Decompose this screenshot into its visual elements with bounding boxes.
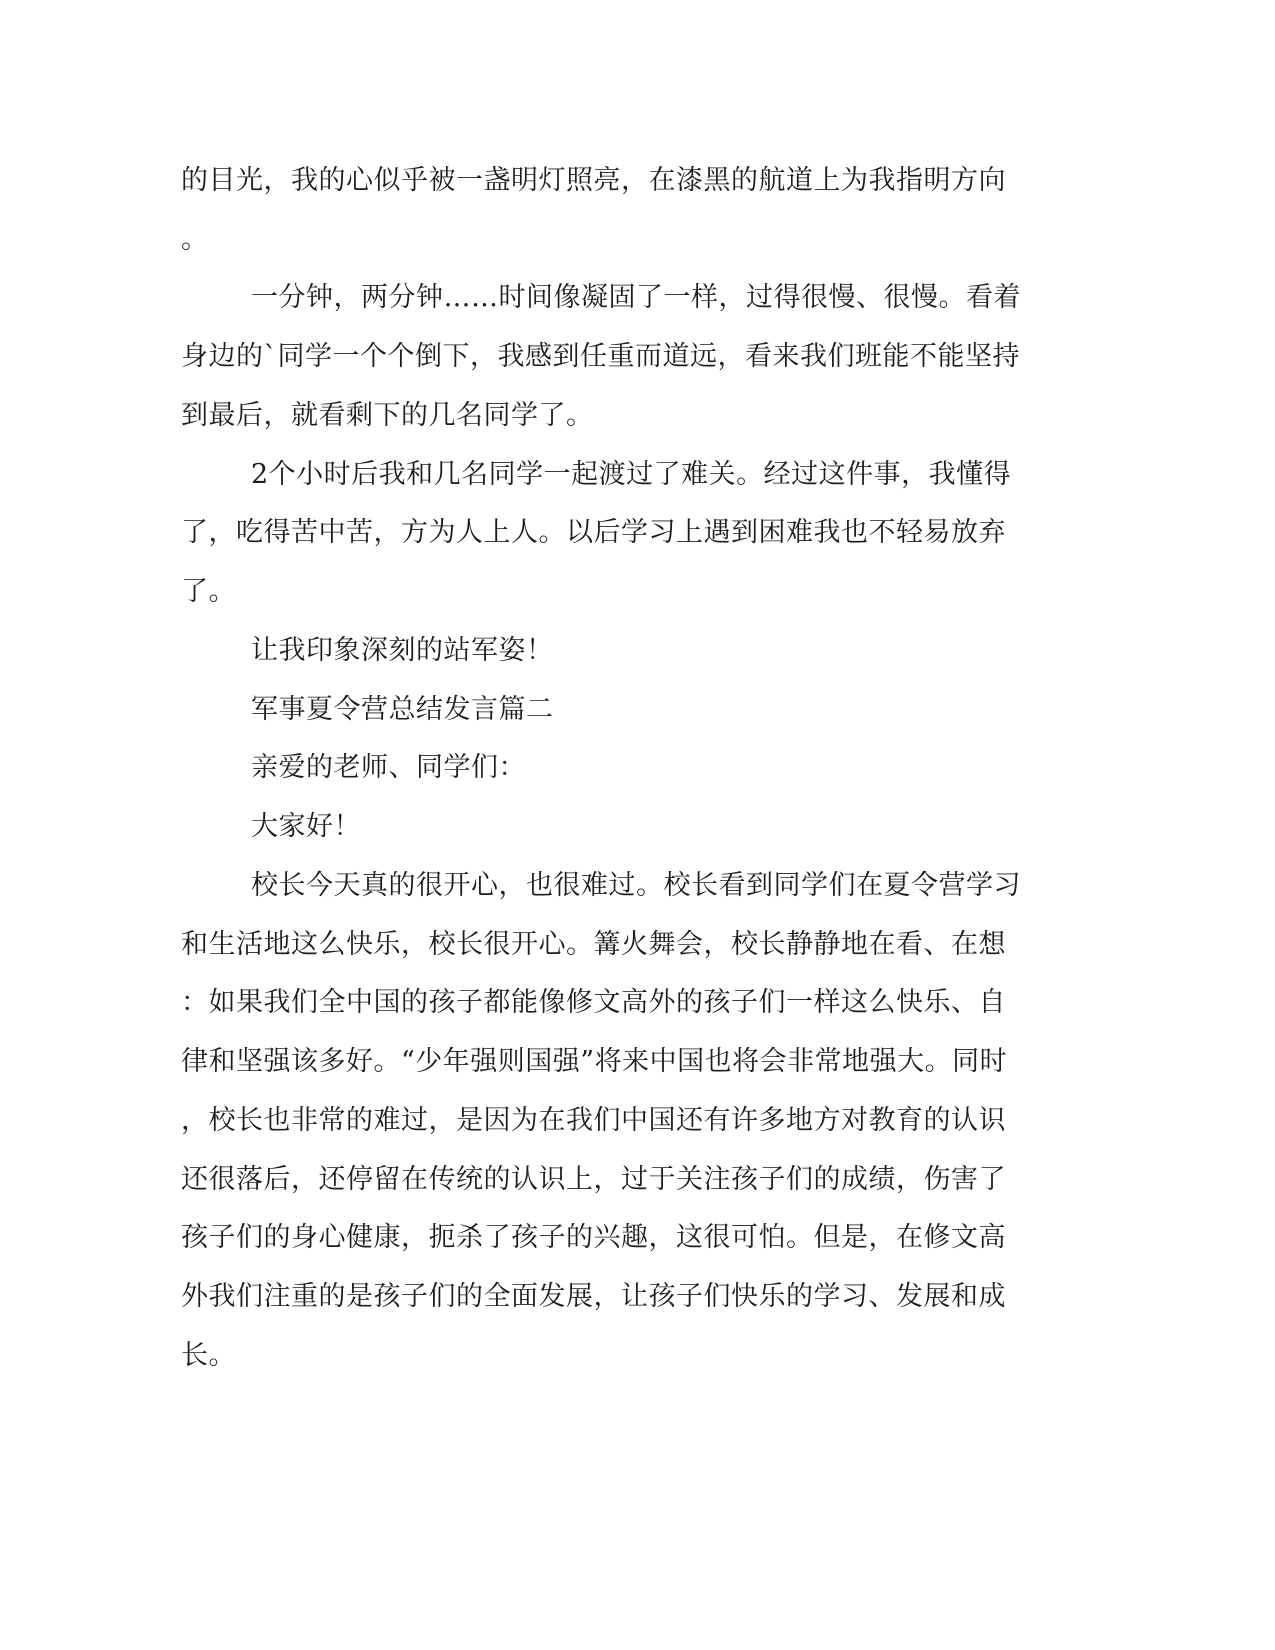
text-line: 外我们注重的是孩子们的全面发展，让孩子们快乐的学习、发展和成 [181,1281,1006,1312]
paragraph-line: 2个小时后我和几名同学一起渡过了难关。经过这件事，我懂得 [251,459,1012,490]
paragraph-line: 一分钟，两分钟……时间像凝固了一样，过得很慢、很慢。看着 [251,282,1021,313]
greeting: 大家好！ [251,811,361,842]
paragraph-line: 让我印象深刻的站军姿！ [251,635,554,666]
text-line: 了，吃得苦中苦，方为人上人。以后学习上遇到困难我也不轻易放弃 [181,517,1006,548]
section-title: 军事夏令营总结发言篇二 [251,694,554,725]
text-line: 还很落后，还停留在传统的认识上，过于关注孩子们的成绩，伤害了 [181,1164,1006,1195]
text-line: 和生活地这么快乐，校长很开心。篝火舞会，校长静静地在看、在想 [181,929,1006,960]
text-line: ：如果我们全中国的孩子都能像修文高外的孩子们一样这么快乐、自 [181,987,1006,1018]
text-line: 。 [181,224,209,255]
text-line: 律和坚强该多好。“少年强则国强”将来中国也将会非常地强大。同时 [181,1046,1008,1077]
text-line: 长。 [181,1340,236,1371]
text-line: 孩子们的身心健康，扼杀了孩子的兴趣，这很可怕。但是，在修文高 [181,1222,1006,1253]
text-line: 的目光，我的心似乎被一盏明灯照亮，在漆黑的航道上为我指明方向 [181,165,1006,196]
text-line: ，校长也非常的难过，是因为在我们中国还有许多地方对教育的认识 [181,1105,1006,1136]
text-line: 了。 [181,576,236,607]
paragraph-line: 校长今天真的很开心，也很难过。校长看到同学们在夏令营学习 [251,870,1021,901]
salutation: 亲爱的老师、同学们： [251,752,526,783]
text-line: 到最后，就看剩下的几名同学了。 [181,400,594,431]
text-line: 身边的`同学一个个倒下，我感到任重而道远，看来我们班能不能坚持 [181,341,1020,372]
